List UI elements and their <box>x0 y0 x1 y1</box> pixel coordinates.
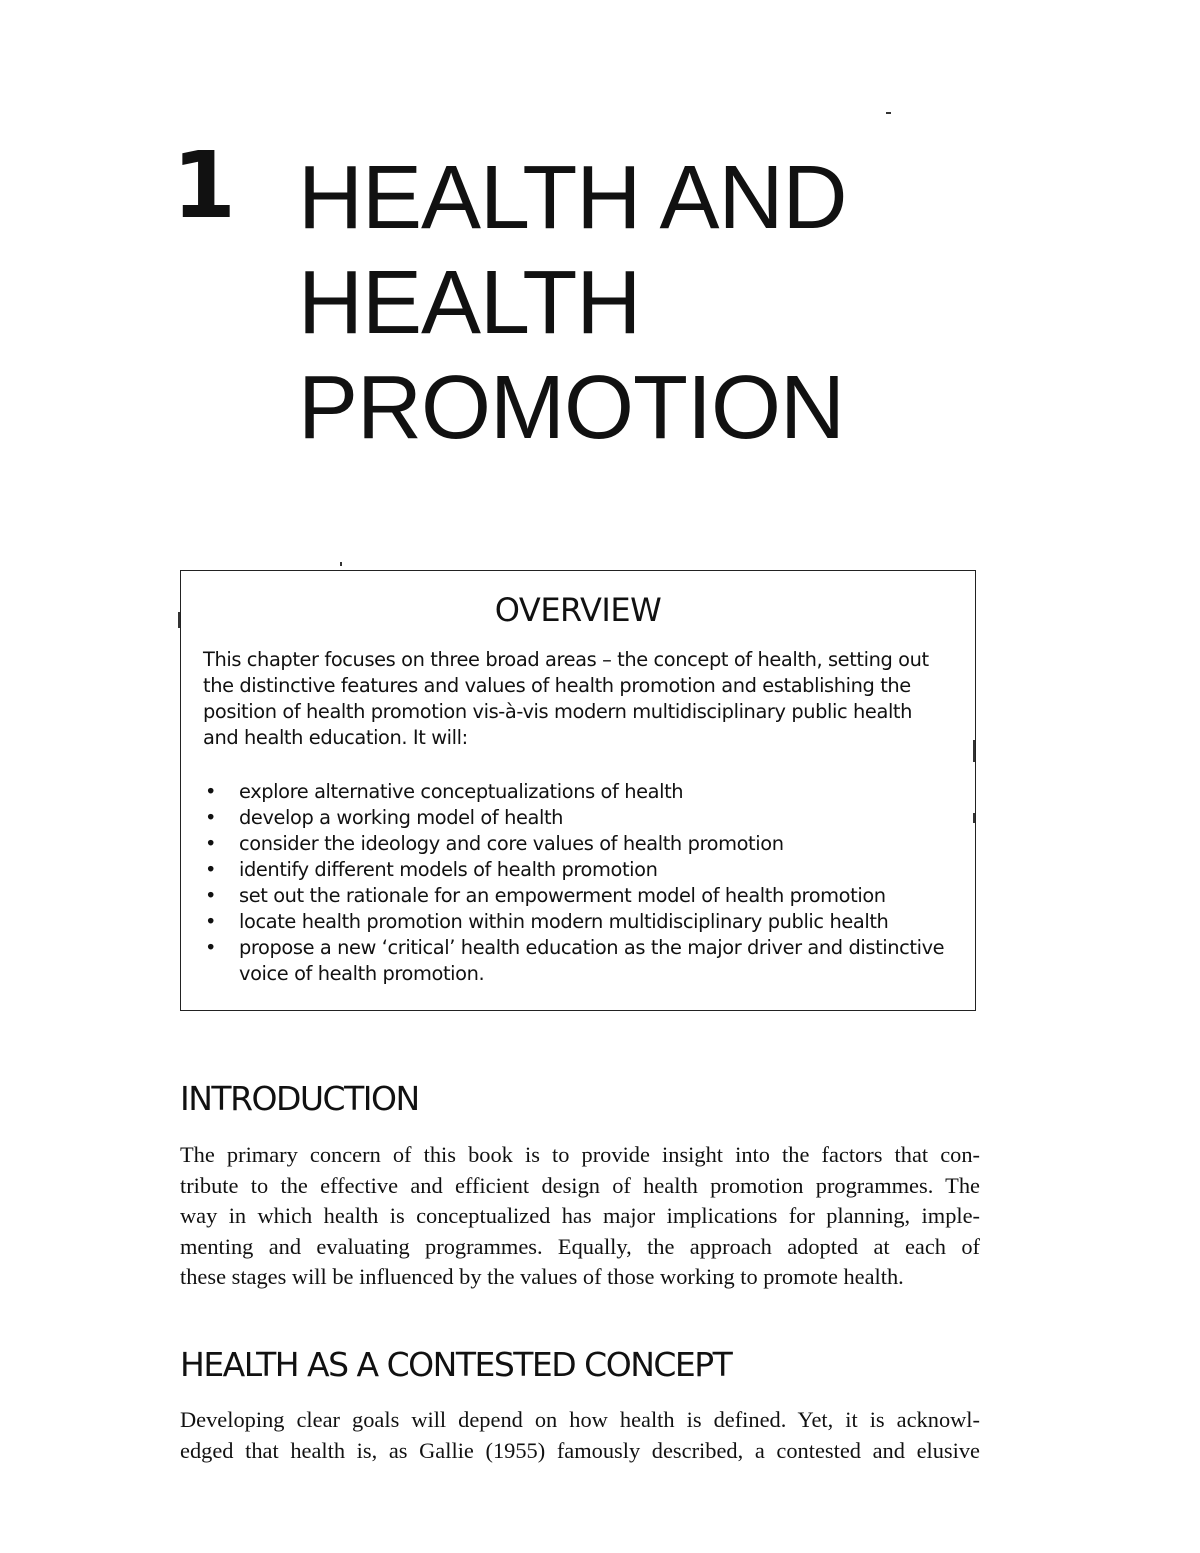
paragraph-line: menting and evaluating programmes. Equally, the approach adopted at each of <box>180 1233 980 1259</box>
list-item-continuation <box>203 961 959 987</box>
contested-paragraph <box>180 1405 980 1466</box>
list-item-text: set out the rationale for an empowerment model of health promotion <box>239 884 886 907</box>
paragraph-line: Developing clear goals will depend on how health is defined. Yet, it is acknowl- <box>180 1407 980 1432</box>
overview-box <box>180 570 976 1011</box>
scan-speck <box>886 112 891 114</box>
list-item <box>203 779 959 805</box>
overview-heading: OVERVIEW <box>494 591 662 629</box>
chapter-number: 1 <box>172 132 237 239</box>
list-item-text: identify different models of health promotion <box>239 858 658 881</box>
bullet-icon: • <box>205 780 217 803</box>
list-item <box>203 883 959 909</box>
overview-intro-line: position of health promotion vis-à-vis modern multidisciplinary public health <box>203 700 913 723</box>
paragraph-line: these stages will be influenced by the values of those working to promote health. <box>180 1264 904 1290</box>
bullet-icon: • <box>205 884 217 907</box>
paragraph-line: way in which health is conceptualized has major implications for planning, imple- <box>180 1203 980 1229</box>
list-item <box>203 805 959 831</box>
introduction-paragraph <box>180 1140 980 1293</box>
list-item-text: consider the ideology and core values of health promotion <box>239 832 784 855</box>
section-heading-introduction: INTRODUCTION <box>180 1079 419 1118</box>
overview-intro-line: the distinctive features and values of health promotion and establishing the <box>203 674 911 697</box>
scan-speck <box>973 740 975 762</box>
list-item <box>203 909 959 935</box>
paragraph-line: tribute to the effective and efficient design of health promotion programmes. The <box>180 1172 980 1198</box>
bullet-icon: • <box>205 858 217 881</box>
list-item <box>203 857 959 883</box>
list-item <box>203 831 959 857</box>
paragraph-line: edged that health is, as Gallie (1955) famously described, a contested and elusive <box>180 1437 980 1463</box>
list-item-text: develop a working model of health <box>239 806 564 829</box>
bullet-icon: • <box>205 806 217 829</box>
list-item-text: propose a new ‘critical’ health education as the major driver and distinctive <box>239 936 945 959</box>
paragraph-line: The primary concern of this book is to provide insight into the factors that con- <box>180 1142 980 1167</box>
chapter-title <box>298 146 1058 461</box>
overview-intro-line: and health education. It will: <box>203 726 468 749</box>
chapter-title-line: HEALTH AND <box>298 148 847 248</box>
list-item-text: explore alternative conceptualizations of health <box>239 780 684 803</box>
chapter-title-line: HEALTH <box>298 253 641 353</box>
bullet-icon: • <box>205 832 217 855</box>
scan-speck <box>973 813 975 823</box>
bullet-icon: • <box>205 910 217 933</box>
list-item <box>203 935 959 961</box>
overview-intro-line: This chapter focuses on three broad areas – the concept of health, setting out <box>203 648 929 671</box>
scan-speck <box>178 612 180 628</box>
overview-intro <box>203 647 959 751</box>
list-item-text: locate health promotion within modern multidisciplinary public health <box>239 910 889 933</box>
overview-list <box>203 779 959 987</box>
bullet-icon: • <box>205 936 217 959</box>
section-heading-contested-concept: HEALTH AS A CONTESTED CONCEPT <box>180 1345 732 1384</box>
scan-speck <box>340 562 342 566</box>
chapter-title-line: PROMOTION <box>298 358 844 458</box>
list-item-text: voice of health promotion. <box>239 962 485 985</box>
